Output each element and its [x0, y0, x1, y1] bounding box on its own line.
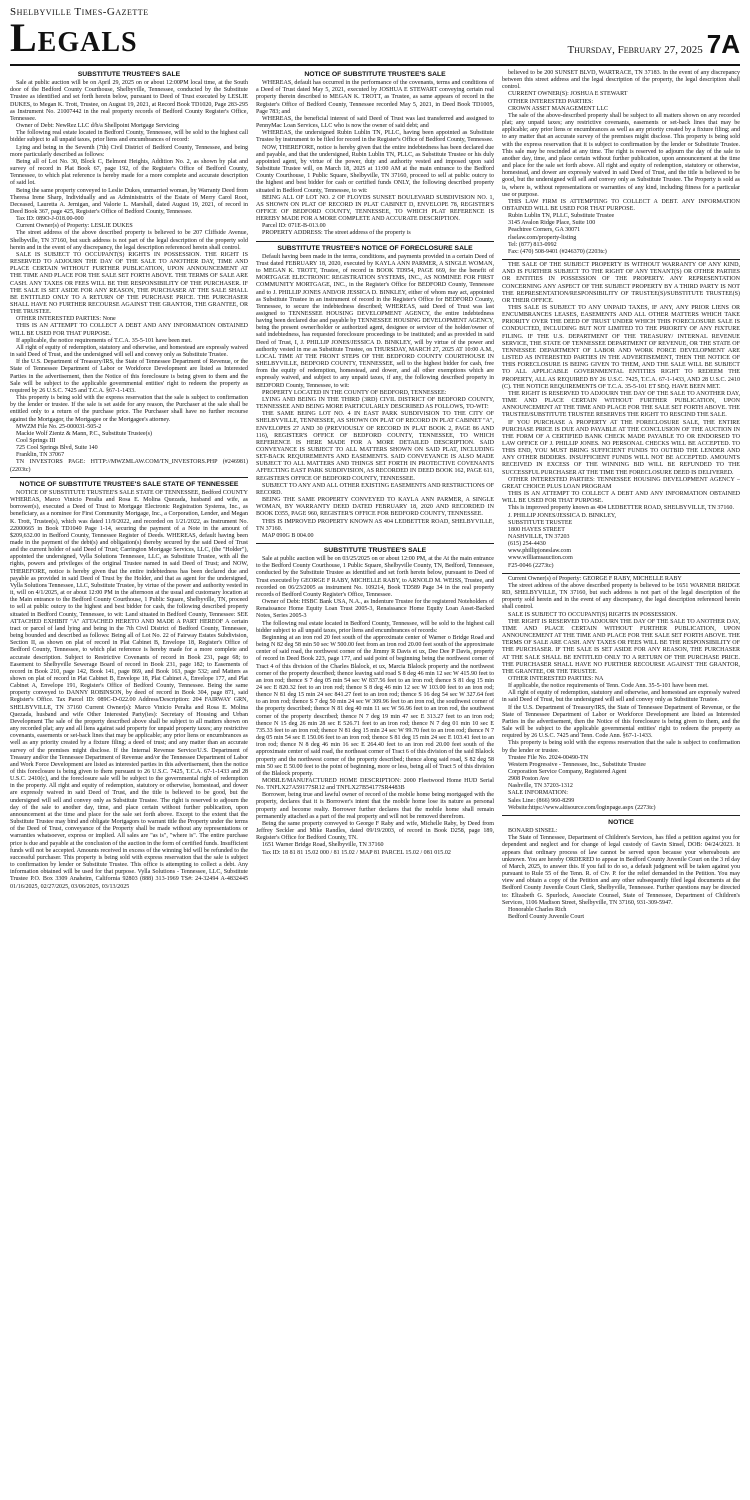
notice-paragraph: 2908 Poston Ave: [508, 776, 549, 783]
notice-paragraph: 1651 Warner Bridge Road, Shelbyville, TN 37160: [262, 842, 384, 849]
notice-paragraph: Current Owner(s) of Property: GEORGE F RABY, MICHELLE RABY: [508, 575, 682, 582]
notice-paragraph: OTHER INTERESTED PARTIES: TENNESSEE HOUSING DEVELOPMENT AGENCY – GREAT CHOICE PLUS LOAN PROGRAM: [502, 476, 740, 490]
notice-title: SUBSTITUTE TRUSTEE'S SALE: [77, 71, 181, 78]
notice-paragraph: Tax ID: 18 81 81 15.02 000 / 81 15.02 / MAP 81 PARCEL 15.02 / 081 015.02: [262, 849, 451, 856]
notice-paragraph: WHEREAS, the undersigned Rubin Lublin TN, PLLC, having been appointed as Substitute Trustee by instrument to be filed for record in the Register's Office of Bedford County, Tennessee.: [256, 130, 494, 144]
legal-notice: [256, 68, 494, 241]
notice-paragraph: Owner of Debt: NewRez LLC d/b/a Shellpoint Mortgage Servicing: [16, 123, 179, 130]
notice-paragraph: MOBILE/MANUFACTURED HOME DESCRIPTION: 2000 Fleetwood Home HUD Serial No. TNFLX27A59177SR12 and TNFLX27B54177SR4483B: [256, 778, 494, 792]
notice-paragraph: BONARD SINSEL:: [508, 828, 558, 835]
column-3: [502, 68, 740, 1498]
notice-paragraph: PROPERTY ADDRESS: The street address of the property is: [262, 230, 411, 237]
legal-notice: [502, 68, 740, 259]
legal-notice: [10, 477, 248, 894]
notice-paragraph: Tax ID: 089O-J-018.00-000: [16, 216, 84, 223]
notice-paragraph: THIS LAW FIRM IS ATTEMPTING TO COLLECT A DEBT. ANY INFORMATION OBTAINED WILL BE USED FOR THAT PURPOSE.: [502, 198, 740, 212]
notice-title: NOTICE: [608, 818, 634, 826]
notice-paragraph: THE SAME BEING LOT NO. 4 IN EAST PARK SUBDIVISION TO THE CITY OF SHELBYVILLE, TENNESSEE, AS SHOWN ON PLAT OF RECORD IN PLAT CABINET "A", ENVELOPES 27 AND 30 (PREVIOUSLY OF RECORD IN PLAT BOOK 2, PAGE 86 AND 116), REGISTER'S OFFICE OF BEDFORD COUNTY, TENNESSEE, TO WHICH REFERENCE IS HERE MADE FOR A MORE DETAILED DESCRIPTION. SAID CONVEYANCE IS SUBJECT TO ALL MATTERS SHOWN ON SAID PLAT, INCLUDING SET-BACK REQUIREMENTS AND EASEMENTS. SAID CONVEYANCE IS ALSO MADE SUBJECT TO ALL MATTERS AND THINGS SET FORTH IN PROTECTIVE COVENANTS AFFECTING EAST PARK SUBDIVISION, AS RECORDED IN DEED BOOK 162, PAGE 611, REGISTER'S OFFICE OF BEDFORD COUNTY, TENNESSEE.: [256, 411, 494, 482]
notice-paragraph: THE SALE OF THE SUBJECT PROPERTY IS WITHOUT WARRANTY OF ANY KIND, AND IS FURTHER SUBJECT TO THE RIGHT OF ANY TENANT(S) OR OTHER PARTIES OR ENTITIES IN POSSESSION OF THE PROPERTY. ANY REPRESENTATION CONCERNING ANY ASPECT OF THE SUBJECT PROPERTY BY A THIRD PARTY IS NOT THE REPRESENTATION/RESPONSIBILITY OF TRUSTEE(S)/SUBSTITUTE TRUSTEE(S) OR THEIR OFFICE.: [502, 262, 740, 304]
notice-paragraph: This property is being sold with the express reservation that the sale is subject to confirmation by the lender or trustee.: [502, 740, 740, 754]
notice-paragraph: THIS IS AN ATTEMPT TO COLLECT A DEBT AND ANY INFORMATION OBTAINED WILL BE USED FOR THAT PURPOSE.: [502, 491, 740, 505]
notice-paragraph: Beginning at an iron rod 20 feet south of the approximate center of Warner o Bridge Road and being N 82 deg 58 min 50 sec W 500.00 feet from an iron rod 20.00 feet south of the approximate center of said road, the northwest corner of the Jimmy R Davis et ux, Dee Dee P Davis, property of record in Deed Book 223, page 177, and said point of beginning being the northwest corner of Tract 4 of this division of the Charles Blalock, et ux, Marcia Blalock property and the northwest corner of the property described; thence leaving said road S 8 deg 46 min 12 sec W 415.90 feet to an iron rod; thence S 7 deg 05 min 54 sec W 837.56 feet to an iron rod; thence S 81 deg 15 min 24 sec E 820.32 feet to an iron rod; thence S 8 deg 46 min 12 sec W 103.00 feet to an iron rod; thence N 81 deg 15 min 24 sec 841.27 feet to an iron rod; thence S 16 deg 54 sec W 327.64 feet to an iron rod; thence S 7 deg 50 min 24 sec W 309.96 feet to an iron rod, the southwest corner of the property described; thence N 81 deg 40 min 11 sec W 56.96 feet to an iron rod, the southwest corner of the property described; thence N 7 deg 19 min 47 sec E 313.27 feet to an iron rod; thence N 15 deg 26 min 28 sec E 526.71 feet to an iron rod; thence N 7 deg 01 min 10 sec E 735.33 feet to an iron rod; thence N 81 deg 15 min 24 sec W 99.70 feet to an iron rod; thence N 7 deg 05 min 54 sec E 150.06 feet to an iron rod; thence S 81 deg 15 min 24 sec E 103.41 feet to an iron rod; thence N 8 deg 46 min 16 sec E 264.40 feet to an iron rod 20.00 feet south of the approximate center of said road, the northeast corner of Tract 6 of this division of the said Blalock property and the northwest corner of the property described; thence along said road, S 82 deg 58 min 50 sec E 50.00 feet to the point of beginning, more or less, being all of Tract 5 of this division of the Blalock property.: [256, 634, 494, 777]
notice-paragraph: LYING AND BEING IN THE THIRD (3RD) CIVIL DISTRICT OF BEDFORD COUNTY, TENNESSEE AND BEING MORE PARTICULARLY DESCRIBED AS FOLLOWS, TO-WIT:: [256, 396, 494, 411]
notice-paragraph: 725 Cool Springs Blvd, Suite 140: [16, 445, 98, 452]
notice-paragraph: www.phillipjoneslaw.com: [508, 548, 572, 555]
column-1: [10, 68, 248, 1498]
legal-columns: [10, 68, 740, 1498]
notice-paragraph: The sale of the above-described property shall be subject to all matters shown on any recorded plat; any unpaid taxes; any restrictive covenants, easements or set-back lines that may be applicable; any prior liens or encumbrances as well as any priority created by a fixture filing; and to any matter that an accurate survey of the premises might disclose. This property is being sold with the express reservation that it is subject to confirmation by the lender or Substitute Trustee. This sale may be rescinded at any time. The right is reserved to adjourn the day of the sale to another day, time, and place certain without further publication, upon announcement at the time and place for the sale set forth above. All right and equity of redemption, statutory or otherwise, homestead, and dower are expressly waived in said Deed of Trust, and the title is believed to be good, but the undersigned will sell and convey only as Substitute Trustee. The Property is sold as is, where is, without representations or warranties of any kind, including fitness for a particular use or purpose.: [502, 112, 740, 198]
notice-paragraph: Trustee File No. 2024-00490-TN: [508, 754, 589, 761]
notice-paragraph: Peachtree Corners, GA 30071: [508, 227, 581, 234]
dateline: [567, 29, 740, 60]
legal-notice: [256, 241, 494, 543]
notice-paragraph: Default having been made in the terms, conditions, and payments provided in a certain Deed of Trust dated FEBRUARY 18, 2020, executed by KAYLA ANN PARMER, A SINGLE WOMAN, to MEGAN K. TROTT, Trustee, of record in BOOK TD954, PAGE 669, for the benefit of MORTGAGE ELECTRONIC REGISTRATION SYSTEMS, INC., AS NOMINEE FOR FIRST COMMUNITY MORTGAGE, INC., in the Register's Office for BEDFORD County, Tennessee and to J. PHILLIP JONES AND/OR JESSICA D. BINKLEY, either of whom may act, appointed as Substitute Trustee in an instrument of record in the Register's Office for BEDFORD County, Tennessee, to secure the indebtedness described; WHEREAS, said Deed of Trust was last assigned to TENNESSEE HOUSING DEVELOPMENT AGENCY, the entire indebtedness having been declared due and payable by TENNESSEE HOUSING DEVELOPMENT AGENCY, being the present owner/holder or authorized agent, designee or servicer of the holder/owner of said indebtedness, has requested foreclosure proceedings to be instituted; and as provided in said Deed of Trust, I, J. PHILLIP JONES/JESSICA D. BINKLEY, will by virtue of the power and authority vested in me as Substitute Trustee, on THURSDAY, MARCH 27, 2025 AT 10:00 A.M., LOCAL TIME AT THE FRONT STEPS OF THE BEDFORD COUNTY COURTHOUSE IN SHELBYVILLE, BEDFORD COUNTY, TENNESSEE, sell to the highest bidder for cash, free from the equity of redemption, homestead, and dower, and all other exemptions which are expressly waived, and subject to any unpaid taxes, if any, the following described property in BEDFORD County, Tennessee, to wit:: [256, 253, 494, 389]
notice-paragraph: Current Owner(s) of Property: LESLIE DUKES: [16, 223, 133, 230]
notice-paragraph: NOTICE OF SUBSTITUTE TRUSTEE'S SALE STATE OF TENNESSEE, Bedford COUNTY WHEREAS, Marco Vinicio Peralta and Rosa E. Molina Quezada, husband and wife, as borrower(s), executed a Deed of Trust to Mortgage Electronic Registration Systems, Inc., as beneficiary, as a nominee for First Community Mortgage, Inc., a Corporation, Lender, and Megan K. Trott, Trustee(s), which was dated 11/9/2022, and recorded on 1/21/2022, as Instrument No. 22000665 in Book TD1040 Page 1-14, securing the payment of a Note in the amount of $209,632.00 in Bedford County, Tennessee Register of Deeds. WHEREAS, default having been made in the payment of the debt(s) and obligation(s) thereby secured by the said Deed of Trust and the current holder of said Deed of Trust; Carrington Mortgage Services, LLC, (the "Holder"), appointed the undersigned, Vylla Solutions Tennessee, LLC, as Substitute Trustee, with all the rights, powers and privileges of the original Trustee named in said Deed of Trust; and NOW, THEREFORE, notice is hereby given that the entire indebtedness has been declared due and payable as provided in said Deed of Trust by the Holder, and that as agent for the undersigned, Vylla Solutions Tennessee, LLC, Substitute Trustee, by virtue of the power and authority vested in it, will on 4/1/2025, at or about 12:00 PM in the afternoon at the usual and customary location at the Main entrance to the Bedford County Courthouse, 1 Public Square, Shelbyville, TN, proceed to sell at public outcry to the highest and best bidder for cash, the following described property situated in Bedford County, Tennessee, to wit: Land situated in Bedford County, Tennessee: SEE ATTACHED EXHIBIT "A" ATTACHED HERETO AND MADE A PART HEREOF A certain tract or parcel of land lying and being in the 7th Civil District of Bedford County, Tennessee, being bounded and described as follows: Being all of Lot No. 22 of Fairway Estates Subdivision, Section II, as shown on plat of record in Plat Cabinet B, Envelope 18, Register's Office of Bedford County, Tennessee, to which plat reference is hereby made for a more complete and accurate description. Subject to Restrictive Covenants of record in Book 231, page 68; to Easement to Shelbyville Sewerage Board of record in Book 231, page 182; to Easements of record in Book 210, page 142, Book 141, page 869, and Book 163, page 532; and Matters as shown on plat of record in Plat Cabinet B, Envelope 18, Plat Cabinet A, Envelope 177, and Plat Cabinet A, Envelope 191, Register's Office of Bedford County, Tennessee. Being the same property conveyed to DANNY ROBINSON, by deed of record in Book 304, page 871, said Register's Office. Tax Parcel ID: 089C-D-022.00 Address/Description: 204 FAIRWAY GRN, SHELBYVILLE, TN 37160 Current Owner(s): Marco Vinicio Peralta and Rosa E. Molina Quezada, husband and wife Other Interested Party(ies): Secretary of Housing and Urban Development The sale of the property described above shall be subject to all matters shown on any recorded plat; any and all liens against said property for unpaid property taxes; any restrictive covenants, easements or set-back lines that may be applicable; any prior liens or encumbrances as well as any priority created by a fixture filing; a deed of trust; and any matter than an accurate survey of the premises might disclose. If the Internal Revenue Service/U.S. Department of Treasury and/or the Tennessee Department of Revenue and/or the Tennessee Department of Labor and Work Force Development are listed as interested parties in this advertisement, then the notice of this foreclosure is being given to them pursuant to 26 U.S.C. 7425, T.C.A. 67-1-1433 and 28 U.S.C. 2410(c), and the foreclosure sale will be subject to the governmental right of redemption in the property. All right and equity of redemption, statutory or otherwise, homestead, and dower are expressly waived in said Deed of Trust, and the title is believed to be good, but the undersigned will sell and convey only as Substitute Trustee. The right is reserved to adjourn the day of the sale to another day, time, and place certain without further publication, upon announcement at the time and place for the sale set forth above. Except to the extent that the Substitute Trustee may bind and obligate Mortgagors to warrant title the Property under the terms of the Deed of Trust, conveyance of the Property shall be made without any representations or warranties whatsoever, express or implied. All sales are "as is", "where is". The entire purchase price is due and payable at the conclusion of the auction in the form of certified funds. Insufficient funds will not be accepted. Amounts received in excess of the winning bid will be refunded to the successful purchaser. This property is being sold with express reservation that the sale is subject to confirmation by lender or Substitute Trustee. This office is attempting to collect a debt. Any information obtained will be used for that purpose. Vylla Solutions - Tennessee, LLC, Substitute Trustee P.O. Box 3309 Anaheim, California 92803 (888) 313-1969 TS#: 24-32494 A-4832445 01/16/2025, 02/27/2025, 03/06/2025, 03/13/2025: [10, 489, 248, 890]
notice-paragraph: Being the same property conveyed to George F Raby and wife, Michelle Raby, by Deed from Jeffrey Seckler and Mike Randles, dated 09/19/2003, of record in Book D258, page 189, Register's Office for Bedford County, TN.: [256, 820, 494, 842]
legal-notice: [502, 815, 740, 924]
legal-notice: [10, 68, 248, 477]
notice-paragraph: Fax: (470) 508-9401 (#246370) (2203tc): [508, 248, 607, 255]
notice-paragraph: NASHVILLE, TN 37203: [508, 534, 570, 540]
notice-paragraph: NOW, THEREFORE, notice is hereby given that the entire indebtedness has been declared due and payable, and that the undersigned, Rubin Lublin TN, PLLC, as Substitute Trustee or his duly appointed agent, by virtue of the power, duty and authority vested and imposed upon said Substitute Trustee will, on March 18, 2025 at 11:00 AM at the main entrance to the Bedford County Courthouse, 1 Public Square, Shelbyville, TN 37160, proceed to sell at public outcry to the highest and best bidder for cash or certified funds ONLY, the following described property situated in Bedford County, Tennessee, to wit:: [256, 144, 494, 194]
notice-paragraph: Sale at public auction will be on 03/25/2025 on or about 12:00 PM, at the At the main entrance to the Bedford County Courthouse, 1 Public Square, Shelbyville County, TN, Bedford, Tennessee, conducted by the Substitute Trustee as identified and set forth herein below, pursuant to Deed of Trust executed by GEORGE F RABY, MICHELLE RABY, to ARNOLD M. WEISS, Trustee, and recorded on 06/23/2005 as instrument No. 109214, Book TD589 Page 34 in the real property records of Bedford County Register's Office, Tennessee.: [256, 556, 494, 598]
notice-paragraph: J. PHILLIP JONES/JESSICA D. BINKLEY,: [508, 512, 617, 519]
notice-paragraph: If applicable, the notice requirements of T.C.A. 35-5-101 have been met.: [16, 337, 192, 344]
notice-paragraph: SUBSTITUTE TRUSTEE: [508, 519, 573, 526]
notice-paragraph: Franklin, TN 37067: [16, 452, 65, 459]
notice-paragraph: Corporation Service Company, Registered Agent: [508, 769, 627, 775]
notice-paragraph: The street address of the above described property is believed to be 207 Cliffside Avenue, Shelbyville, TN 37160, but such address is not part of the legal description of the property sold herein and in the event of any discrepancy, the legal description referenced herein shall control.: [10, 230, 248, 251]
notice-paragraph: Mackie Wolf Zientz & Mann, P.C., Substitute Trustee(s): [16, 430, 152, 437]
notice-paragraph: Sale at public auction will be on April 29, 2025 on or about 12:00PM local time, at the South door of the Bedford County Courthouse, Shelbyville, Tennessee, conducted by the Substitute Trustee as identified and set forth herein below, pursuant to Deed of Trust executed by LESLIE DUKES, to Megan K. Trott, Trustee, on August 19, 2021, at Record Book TD1020, Page 283-295 as Instrument No. 21007442 in the real property records of Bedford County Register's Office, Tennessee.: [10, 80, 248, 122]
notice-paragraph: MAP 090G B 004.00: [262, 532, 314, 539]
notice-paragraph: OTHER INTERESTED PARTIES: None: [16, 316, 116, 323]
notice-paragraph: www.williamsauction.com: [508, 555, 573, 562]
notice-paragraph: CROWN ASSET MANAGEMENT LLC: [508, 105, 609, 112]
notice-paragraph: Nashville, TN 37203-1312: [508, 783, 573, 790]
notice-paragraph: SUBJECT TO ANY AND ALL OTHER EXISTING EASEMENTS AND RESTRICTIONS OF RECORD.: [256, 482, 494, 496]
notice-paragraph: SALE IS SUBJECT TO OCCUPANT(S) RIGHTS IN POSSESSION.: [508, 611, 678, 618]
notice-paragraph: Western Progressive - Tennessee, Inc., Substitute Trustee: [508, 761, 646, 768]
notice-paragraph: THE RIGHT IS RESERVED TO ADJOURN THE DAY OF THE SALE TO ANOTHER DAY, TIME AND PLACE CERTAIN WITHOUT FURTHER PUBLICATION, UPON ANNOUNCEMENT AT THE TIME AND PLACE FOR THE SALE SET FORTH ABOVE. THE TRUSTEE/SUBSTITUTE TRUSTEE RESERVES THE RIGHT TO RESCIND THE SALE.: [502, 390, 740, 419]
notice-paragraph: If the U.S. Department of Treasury/IRS, the State of Tennessee Department of Revenue, or the State of Tennessee Department of Labor or Workforce Development are listed as Interested Parties in the advertisement, then the Notice of this foreclosure is being given to them, and the Sale will be subject to the applicable governmental entities' right to redeem the property as required by 26 U.S.C. 7425 and Tenn. Code Ann. §67-1-1433.: [502, 704, 740, 740]
notice-title: NOTICE OF SUBSTITUTE TRUSTEE'S SALE: [304, 71, 446, 78]
notice-paragraph: Being all of Lot No. 30, Block C, Belmont Heights, Addition No. 2, as shown by plat and survey of record in Plat Book 67, page 192, of the Register's Office of Bedford County, Tennessee, to which plat reference is hereby made for a more complete and accurate description of said lot.: [10, 158, 248, 187]
notice-paragraph: IF YOU PURCHASE A PROPERTY AT THE FORECLOSURE SALE, THE ENTIRE PURCHASE PRICE IS DUE AND PAYABLE AT THE CONCLUSION OF THE AUCTION IN THE FORM OF A CERTIFIED BANK CHECK MADE PAYABLE TO OR ENDORSED TO LAW OFFICE OF J. PHILLIP JONES. NO PERSONAL CHECKS WILL BE ACCEPTED. TO THIS END, YOU MUST BRING SUFFICIENT FUNDS TO OUTBID THE LENDER AND ANY OTHER BIDDERS. INSUFFICIENT FUNDS WILL NOT BE ACCEPTED. AMOUNTS RECEIVED IN EXCESS OF THE WINNING BID WILL BE REFUNDED TO THE SUCCESSFUL PURCHASER AT THE TIME THE FORECLOSURE DEED IS DELIVERED.: [502, 419, 740, 476]
notice-paragraph: OTHER INTERESTED PARTIES: NA: [508, 675, 604, 682]
notice-paragraph: The State of Tennessee, Department of Children's Services, has filed a petition against you for dependent and neglect and for change of legal custody of Gavin Sinsel, DOB: 04/24/2023. It appears that ordinary process of law cannot be served upon because your whereabouts are unknown. You are hereby ORDERED to appear in Bedford County Juvenile Court on the 3 rd day of March, 2025, to answer this. If you fail to do so, a default judgment will be taken against you pursuant to Rule 55 of the Tenn. R. of Civ. P. for the relief demanded in the Petition. You may view and obtain a copy of the Petition and any other subsequently filed legal documents at the Bedford County Juvenile Court Clerk, Shelbyville, Tennessee. Further questions may be directed to: Elizabeth G. Spurlock, Associate Counsel, State of Tennessee, Department of Children's Services, 1106 Madison Street, Shelbyville, TN 37160, 931-309-5947.: [502, 835, 740, 906]
notice-paragraph: 3145 Avalon Ridge Place, Suite 100: [508, 220, 596, 227]
notice-paragraph: THE RIGHT IS RESERVED TO ADJOURN THE DAY OF THE SALE TO ANOTHER DAY, TIME AND PLACE CERTAIN WITHOUT FURTHER PUBLICATION, UPON ANNOUNCEMENT AT THE TIME AND PLACE FOR THE SALE SET FORTH ABOVE. THE TERMS OF SALE ARE CASH. ANY TAXES OR FEES WILL BE THE RESPONSIBILITY OF THE PURCHASER. IF THE SALE IS SET ASIDE FOR ANY REASON, THE PURCHASER AT THE SALE SHALL BE ENTITLED ONLY TO A RETURN OF THE PURCHASE PRICE. THE PURCHASER SHALL HAVE NO FURTHER RECOURSE AGAINST THE GRANTOR, THE GRANTEE, OR THE TRUSTEE.: [502, 618, 740, 675]
notice-paragraph: Website:https://www.altisource.com/loginpage.aspx (2273tc): [508, 804, 656, 811]
issue-date: Thursday, February 27, 2025: [567, 44, 703, 56]
notice-paragraph: This property is being sold with the express reservation that the sale is subject to confirmation by the lender or trustee. If the sale is set aside for any reason, the Purchaser at the sale shall be entitled only to a return of the purchase price. The Purchaser shall have no further recourse against the Mortgagor, the Mortgagee or the Mortgagee's attorney.: [10, 395, 248, 423]
notice-paragraph: Parcel ID: 071E-B-013.00: [262, 223, 326, 230]
notice-paragraph: All right of equity of redemption, statutory and otherwise, and homestead are expressly waived in said Deed of Trust, but the undersigned will sell and convey only as Substitute Trustee.: [502, 690, 740, 704]
legal-notice: [502, 259, 740, 573]
notice-paragraph: MWZM File No. 25-000031-505-2: [16, 423, 102, 430]
notice-paragraph: believed to be 200 SUNSET BLVD, WARTRACE, TN 37183. In the event of any discrepancy between this street address and the legal description of the property, the legal description shall control.: [502, 70, 740, 91]
notice-paragraph: F25-0046 (2273tc): [508, 562, 554, 569]
notice-paragraph: WHEREAS, the beneficial interest of said Deed of Trust was last transferred and assigned to PennyMac Loan Services, LLC who is now the owner of said debt; and: [256, 115, 494, 130]
notice-paragraph: Owner of Debt: HSBC Bank USA, N.A., as Indenture Trustee for the registered Noteholders of Renaissance Home Equity Loan Trust 2005-3, Renaissance Home Equity Loan Asset-Backed Notes, Series 2005-3: [256, 599, 494, 620]
notice-paragraph: If the U.S. Department of Treasury/IRS, the State of Tennessee Department of Revenue, or the State of Tennessee Department of Labor or Workforce Development are listed as Interested Parties in the advertisement, then the Notice of this foreclosure is being given to them and the Sale will be subject to the applicable governmental entities' right to redeem the property as required by 26 U.S.C. 7425 and T.C.A. §67-1-1433.: [10, 359, 248, 394]
notice-paragraph: Lying and being in the Seventh (7th) Civil District of Bedford County, Tennessee, and being more particularly described as follows:: [10, 144, 248, 158]
notice-paragraph: Rubin Lublin TN, PLLC, Substitute Trustee: [508, 213, 615, 220]
notice-paragraph: (615) 254-4430: [508, 541, 546, 548]
paper-name: Shelbyville Times-Gazette: [10, 6, 149, 18]
notice-paragraph: THIS IS IMPROVED PROPERTY KNOWN AS 404 LEDBETTER ROAD, SHELBYVILLE, TN 37160.: [256, 518, 494, 532]
notice-paragraph: BEING THE SAME PROPERTY CONVEYED TO KAYLA ANN PARMER, A SINGLE WOMAN, BY WARRANTY DEED DATED FEBRUARY 18, 2020 AND RECORDED IN BOOK D355, PAGE 960, REGISTER'S OFFICE FOR BEDFORD COUNTY, TENNESSEE.: [256, 497, 494, 518]
notice-paragraph: The following real estate located in Bedford County, Tennessee, will be sold to the highest call bidder subject to all unpaid taxes, prior liens and encumbrances of record:: [10, 130, 248, 144]
notice-paragraph: Sales Line: (866) 960-8299: [508, 797, 575, 804]
notice-paragraph: rlselaw.com/property-listing: [508, 234, 577, 241]
notice-paragraph: BEING ALL OF LOT NO. 2 OF FLOYDS SUNSET BOULEVARD SUBDIVISION NO. 1, AS SHOWN ON PLAT OF RECORD IN PLAT CABINET D, ENVELOPE 78, REGISTER'S OFFICE OF BEDFORD COUNTY, TENNESSEE, TO WHICH PLAT REFERENCE IS HEREBY MADE FOR A MORE COMPLETE AND ACCURATE DESCRIPTION.: [256, 194, 494, 223]
legal-notice: [256, 543, 494, 860]
notice-paragraph: 1800 HAYES STREET: [508, 526, 565, 533]
notice-paragraph: Tel: (877) 813-0992: [508, 241, 557, 248]
page-number: 7A: [706, 29, 740, 59]
notice-paragraph: THIS IS AN ATTEMPT TO COLLECT A DEBT AND ANY INFORMATION OBTAINED WILL BE USED FOR THAT PURPOSE.: [10, 323, 248, 337]
notice-paragraph: THIS SALE IS SUBJECT TO ANY UNPAID TAXES, IF ANY, ANY PRIOR LIENS OR ENCUMBRANCES LEASES, EASEMENTS AND ALL OTHER MATTERS WHICH TAKE PRIORITY OVER THE DEED OF TRUST UNDER WHICH THIS FORECLOSURE SALE IS CONDUCTED, INCLUDING BUT NOT LIMITED TO THE PRIORITY OF ANY FIXTURE FILING. IF THE U.S. DEPARTMENT OF THE TREASURY/ INTERNAL REVENUE SERVICE, THE STATE OF TENNESSEE DEPARTMENT OF REVENUE, OR THE STATE OF TENNESSEE DEPARTMENT OF LABOR AND WORK FORCE DEVELOPMENT ARE LISTED AS INTERESTED PARTIES IN THE ADVERTISEMENT, THEN THE NOTICE OF THIS FORECLOSURE IS BEING GIVEN TO THEM, AND THE SALE WILL BE SUBJECT TO ALL APPLICABLE GOVERNMENTAL ENTITIES RIGHT TO REDEEM THE PROPERTY, ALL AS REQUIRED BY 26 U.S.C. 7425, T.C.A. 67-1-1433, AND 28 U.S.C. 2410 (C). THE NOTICE REQUIREMENTS OF T.C.A. 35-5-101 ET SEQ. HAVE BEEN MET.: [502, 305, 740, 390]
notice-paragraph: OTHER INTERESTED PARTIES:: [508, 98, 594, 105]
notice-paragraph: Borrower, being true and lawful owner of record of the mobile home being mortgaged with the property, declares that it is Borrower's intent that the mobile home lose its nature as personal property and become realty. Borrower further declares that the mobile home shall remain permanently attached as a part of the real property and will not be removed therefrom.: [256, 792, 494, 820]
notice-title: NOTICE OF SUBSTITUTE TRUSTEE'S SALE STATE OF TENNESSEE: [19, 480, 239, 488]
notice-paragraph: If applicable, the notice requirements of Tenn. Code Ann. 35-5-101 have been met.: [508, 683, 709, 690]
notice-paragraph: TN INVESTORS PAGE: HTTP://MWZMLAW.COM/TN_INVESTORS.PHP (#246981) (2203tc): [10, 459, 248, 473]
notice-paragraph: PROPERTY LOCATED IN THE COUNTY OF BEDFORD, TENNESSEE:: [262, 389, 447, 396]
notice-title: SUBSTITUTE TRUSTEE'S NOTICE OF FORECLOSURE SALE: [277, 244, 473, 252]
legal-notice: [502, 573, 740, 815]
notice-title: SUBSTITUTE TRUSTEE'S SALE: [323, 547, 427, 554]
notice-paragraph: WHEREAS, default has occurred in the performance of the covenants, terms and conditions of a Deed of Trust dated May 5, 2021, executed by JOSHUA E STEWART conveying certain real property therein described to MEGAN K. TROTT, as Trustee, as same appears of record in the Register's Office of Bedford County, Tennessee recorded May 5, 2021, in Deed Book TD1005, Page 783; and: [256, 80, 494, 115]
notice-paragraph: CURRENT OWNER(S): JOSHUA E STEWART: [508, 91, 628, 98]
notice-paragraph: Bedford County Juvenile Court: [508, 913, 585, 920]
notice-paragraph: SALE IS SUBJECT TO OCCUPANT(S) RIGHTS IN POSSESSION. THE RIGHT IS RESERVED TO ADJOURN THE DAY OF THE SALE TO ANOTHER DAY, TIME AND PLACE CERTAIN WITHOUT FURTHER PUBLICATION, UPON ANNOUNCEMENT AT THE TIME AND PLACE FOR THE SALE SET FORTH ABOVE. THE TERMS OF SALE ARE CASH. ANY TAXES OR FEES WILL BE THE RESPONSIBILITY OF THE PURCHASER. IF THE SALE IS SET ASIDE FOR ANY REASON, THE PURCHASER AT THE SALE SHALL BE ENTITLED ONLY TO A RETURN OF THE PURCHASE PRICE. THE PURCHASER SHALL HAVE NO FURTHER RECOURSE AGAINST THE GRANTOR, THE GRANTEE, OR THE TRUSTEE.: [10, 251, 248, 316]
notice-paragraph: The following real estate located in Bedford County, Tennessee, will be sold to the highest call bidder subject to all unpaid taxes, prior liens and encumbrances of records:: [256, 620, 494, 634]
column-2: [256, 68, 494, 1498]
masthead: [10, 6, 740, 66]
notice-paragraph: All right of equity of redemption, statutory and otherwise, and homestead are expressly waived in said Deed of Trust, and the undersigned will sell and convey only as Substitute Trustee.: [10, 344, 248, 359]
notice-paragraph: The street address of the above described property is believed to be 1651 WARNER BRIDGE RD, SHELBYVILLE, TN 37160, but such address is not part of the legal description of the property sold herein and in the event of any discrepancy, the legal description referenced herein shall control.: [502, 582, 740, 611]
notice-paragraph: SALE INFORMATION:: [508, 790, 568, 797]
notice-paragraph: Cool Springs III: [16, 437, 56, 444]
notice-paragraph: Being the same property conveyed to Leslie Dukes, unmarried woman, by Warranty Deed from Theresa Irene Sharp, Individually and as Administratrix of the Estate of Merry Carol Root, Deceased, Lauretta A. Jernigan, and Valorie L. Marshall, dated August 19, 2021, of record in Deed Book 367, page 425, Register's Office of Bedford County, Tennessee.: [10, 187, 248, 215]
section-title: Legals: [10, 15, 138, 60]
notice-paragraph: Honorable Charles Rich: [508, 906, 567, 913]
notice-paragraph: This is improved property known as 404 LEDBETTER ROAD, SHELBYVILLE, TN 37160.: [508, 505, 734, 512]
